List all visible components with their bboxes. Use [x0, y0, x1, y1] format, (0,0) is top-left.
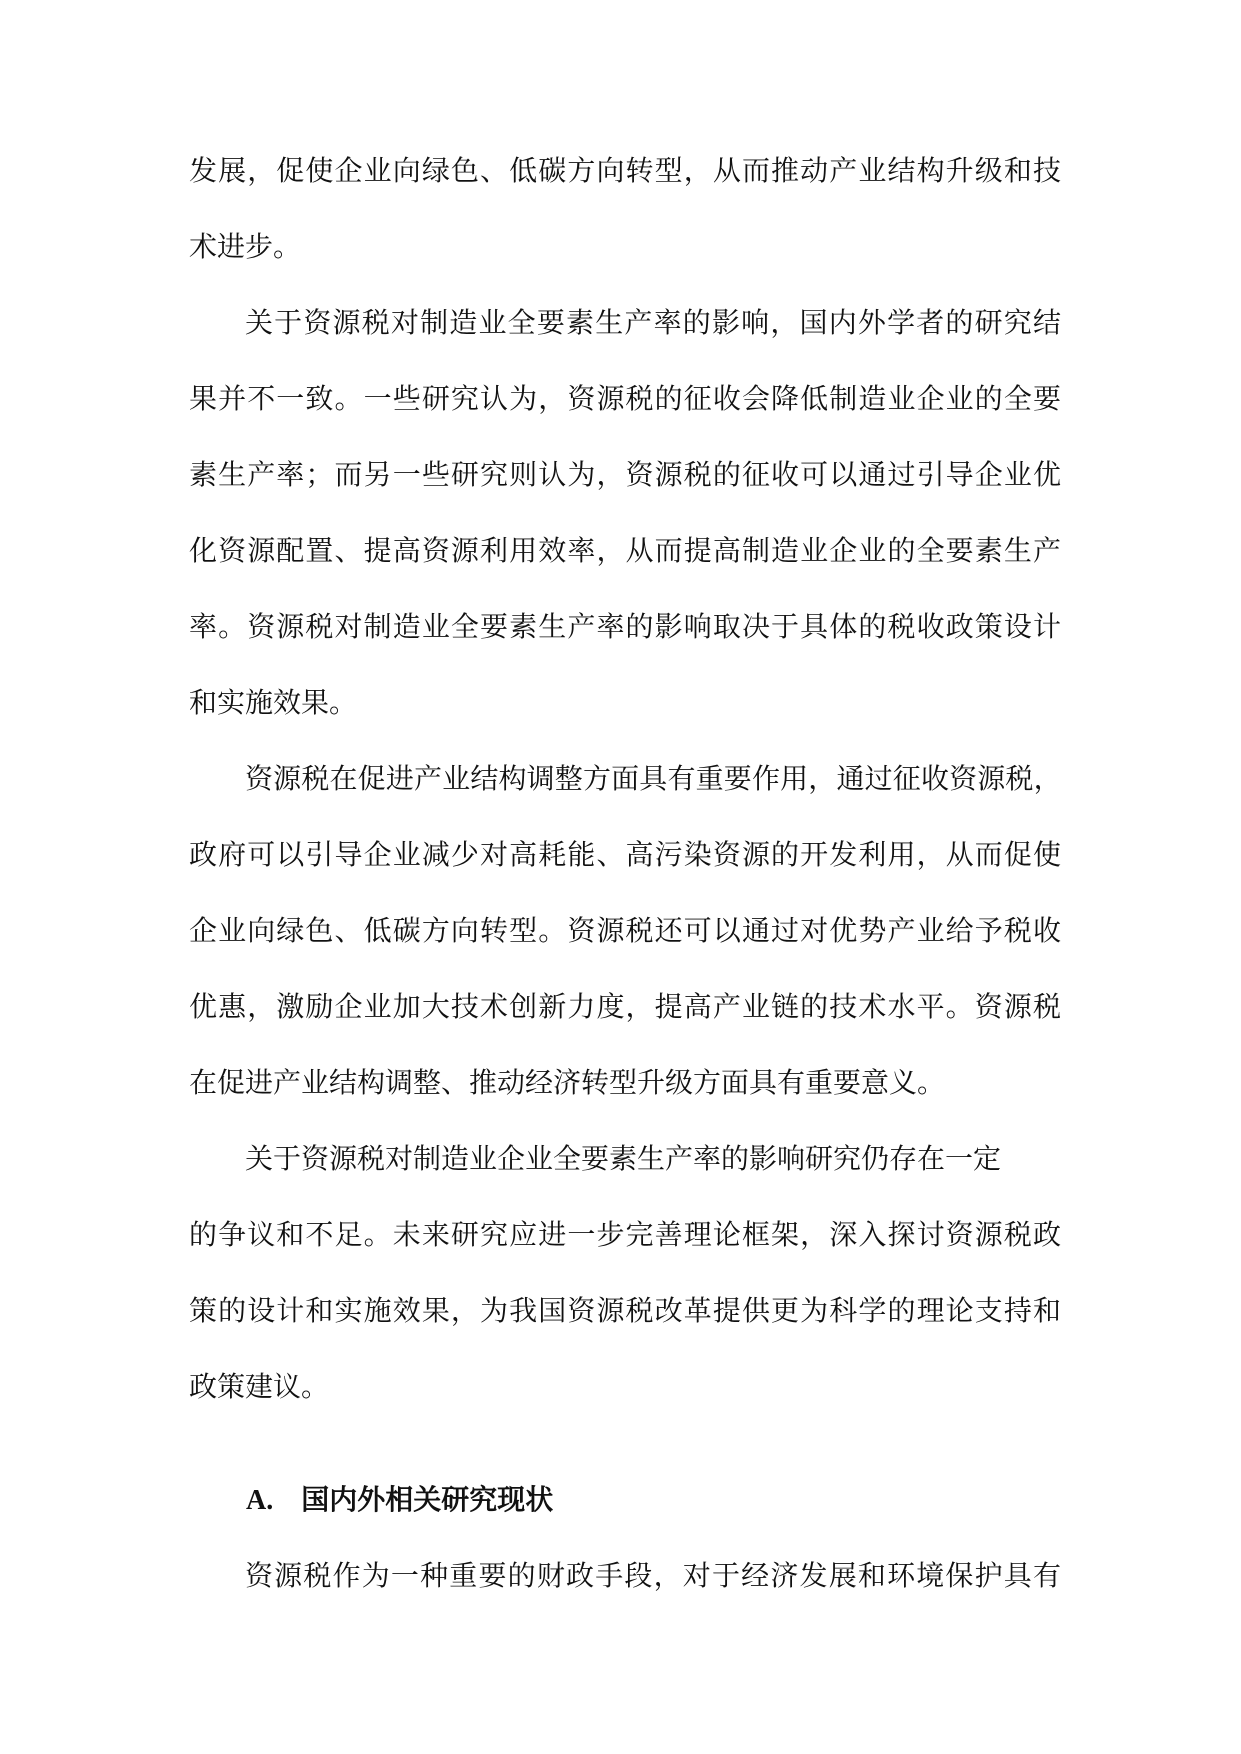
paragraph-line: 素生产率；而另一些研究则认为，资源税的征收可以通过引导企业优 — [189, 458, 1061, 491]
paragraph-line: 关于资源税对制造业企业全要素生产率的影响研究仍存在一定 — [245, 1142, 1002, 1175]
paragraph-line: 发展，促使企业向绿色、低碳方向转型，从而推动产业结构升级和技 — [189, 154, 1061, 187]
document-body — [189, 133, 1061, 1614]
paragraph-line: 政府可以引导企业减少对高耗能、高污染资源的开发利用，从而促使 — [189, 838, 1061, 871]
paragraph-line: 关于资源税对制造业全要素生产率的影响，国内外学者的研究结 — [245, 306, 1061, 339]
paragraph — [189, 285, 1061, 741]
section-number: A. — [246, 1485, 274, 1516]
paragraph-line: 和实施效果。 — [189, 686, 358, 719]
paragraph-line: 优惠，激励企业加大技术创新力度，提高产业链的技术水平。资源税 — [189, 990, 1061, 1023]
paragraph-line: 率。资源税对制造业全要素生产率的影响取决于具体的税收政策设计 — [189, 610, 1061, 643]
paragraph-line: 策的设计和实施效果，为我国资源税改革提供更为科学的理论支持和 — [189, 1294, 1061, 1327]
paragraph-line: 资源税作为一种重要的财政手段，对于经济发展和环境保护具有 — [245, 1559, 1061, 1592]
section-heading — [189, 1462, 1061, 1538]
paragraph-line: 的争议和不足。未来研究应进一步完善理论框架，深入探讨资源税政 — [189, 1218, 1061, 1251]
paragraph-line: 术进步。 — [189, 230, 302, 263]
paragraph-line: 化资源配置、提高资源利用效率，从而提高制造业企业的全要素生产 — [189, 534, 1061, 567]
paragraph — [189, 1538, 1061, 1614]
paragraph-line: 企业向绿色、低碳方向转型。资源税还可以通过对优势产业给予税收 — [189, 914, 1061, 947]
paragraph-line: 在促进产业结构调整、推动经济转型升级方面具有重要意义。 — [189, 1066, 946, 1099]
paragraph-line: 政策建议。 — [189, 1370, 330, 1403]
paragraph-line: 资源税在促进产业结构调整方面具有重要作用，通过征收资源税， — [245, 762, 1061, 795]
paragraph — [189, 741, 1061, 1121]
paragraph — [189, 1121, 1061, 1425]
section-title: 国内外相关研究现状 — [301, 1483, 554, 1516]
paragraph-line: 果并不一致。一些研究认为，资源税的征收会降低制造业企业的全要 — [189, 382, 1061, 415]
paragraph — [189, 133, 1061, 285]
